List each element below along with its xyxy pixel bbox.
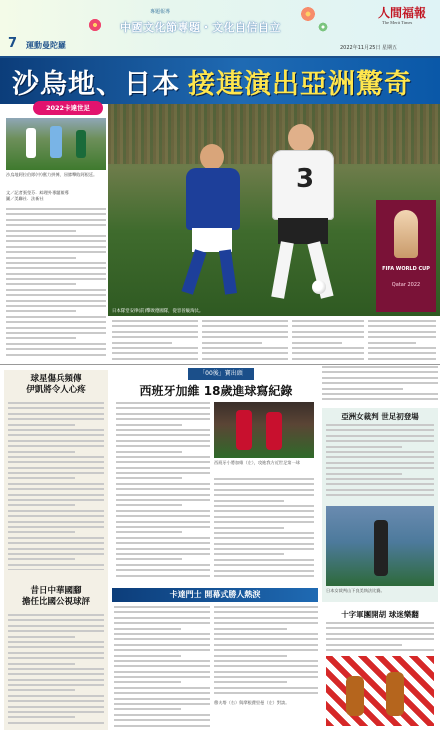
worldcup-tag: 2022卡達世足 [33,101,103,115]
referee-photo [326,506,434,586]
decorative-flower-icon [300,6,316,22]
sidebar-story2-title: 昔日中華國腳 擔任比國公視球評 [21,586,90,607]
page-number: 7 [8,36,18,51]
main-headline-right: 接連演出亞洲驚奇 [188,69,412,100]
referee-figure [374,520,388,576]
right-column-top-body [322,366,438,406]
spain-photo-caption: 西班牙小將加維（左），攻進我方近世足第一球 [214,460,300,465]
croatia-fans-photo [326,656,434,726]
left-sidebar [4,370,108,730]
section-divider [0,364,440,365]
sidebar-story1-title: 球星傷兵頻傳 伊凱將令人心疼 [26,374,86,395]
player-figure [236,410,252,450]
sidebar-story1-body [8,402,104,570]
main-story-body-col1 [6,208,106,358]
right-column-top-lines [322,366,438,406]
player-blue-figure [178,144,248,294]
spain-headline: 西班牙加維 18歲進球寫紀錄 [139,384,293,398]
muftah-photo-caption: 穆夫塔（右）與摩根費里曼（左）對談。 [214,700,290,705]
photo-saudi-argentina [6,118,106,170]
fifa-logo-sub: Qatar 2022 [391,282,421,288]
player-figure [76,130,86,158]
main-photo-japan [108,104,440,316]
spain-photo-gavi [214,402,314,458]
football-ball [312,280,326,294]
main-byline: 文／記者張瑩芬．綜理外專題報導 圖／美聯社．法新社 [6,190,69,202]
decorative-flower-icon [88,18,102,32]
saudi-photo-caption: 沙烏地阿拉伯隊(中)奮力拼搏，屈膝擊敗阿根廷。 [6,172,98,177]
spain-story-body-col2 [214,478,314,580]
banner-small-label: 專題報導 [150,9,171,15]
right-sidebar-story1 [322,408,438,602]
player-figure [26,128,36,158]
right-sidebar-story2 [322,606,438,730]
muftah-body-col1 [114,606,210,730]
issue-date: 2022年11月25日 星期五 [340,45,398,51]
player-white-figure: 3 [258,124,348,299]
main-photo-caption: 日本隊堂安律(前)擊敗德國隊，從容晉級淘汰。 [112,309,204,314]
banner-text: 中國文化節專題・文化自信自立 [120,21,281,34]
referee-story-body [326,424,434,502]
muftah-label-bar [112,588,318,602]
croatia-story-title: 十字軍團開胡 球迷樂翻 [341,610,419,619]
muftah-body-col2 [214,606,318,696]
section-title: 運動曼陀羅 [26,41,66,50]
referee-story-title: 亞洲女裁判 世足初登場 [341,412,419,421]
main-story-body-col3 [202,320,288,362]
fan-figure [386,672,404,716]
decorative-flower-icon [318,22,328,32]
main-story-body-col4 [292,320,364,362]
spain-section-label: 「00後」寶出頭 [188,368,254,380]
trophy-icon [394,210,418,258]
muftah-label: 卡達門士 開幕式勝人熱淚 [169,590,261,599]
player-figure [50,126,62,158]
main-story-body-col2 [112,320,198,362]
headline-bar [0,58,440,104]
player-figure [266,412,282,450]
fifa-worldcup-logo [376,200,436,312]
fan-figure [346,676,364,716]
croatia-story-body [326,622,434,652]
spain-story-body-col1 [116,402,210,580]
main-headline-left: 沙烏地、日本 [12,69,180,100]
page-header [0,0,440,56]
sidebar-story2-body [8,614,104,726]
referee-photo-caption: 日本女裁判山下良美執法比賽。 [326,588,385,593]
masthead-logo: 人間福報 [378,6,427,20]
fifa-logo-text: FIFA WORLD CUP [382,266,430,272]
main-story-body-col5 [368,320,436,362]
masthead-english: The Merit Times [382,20,413,25]
